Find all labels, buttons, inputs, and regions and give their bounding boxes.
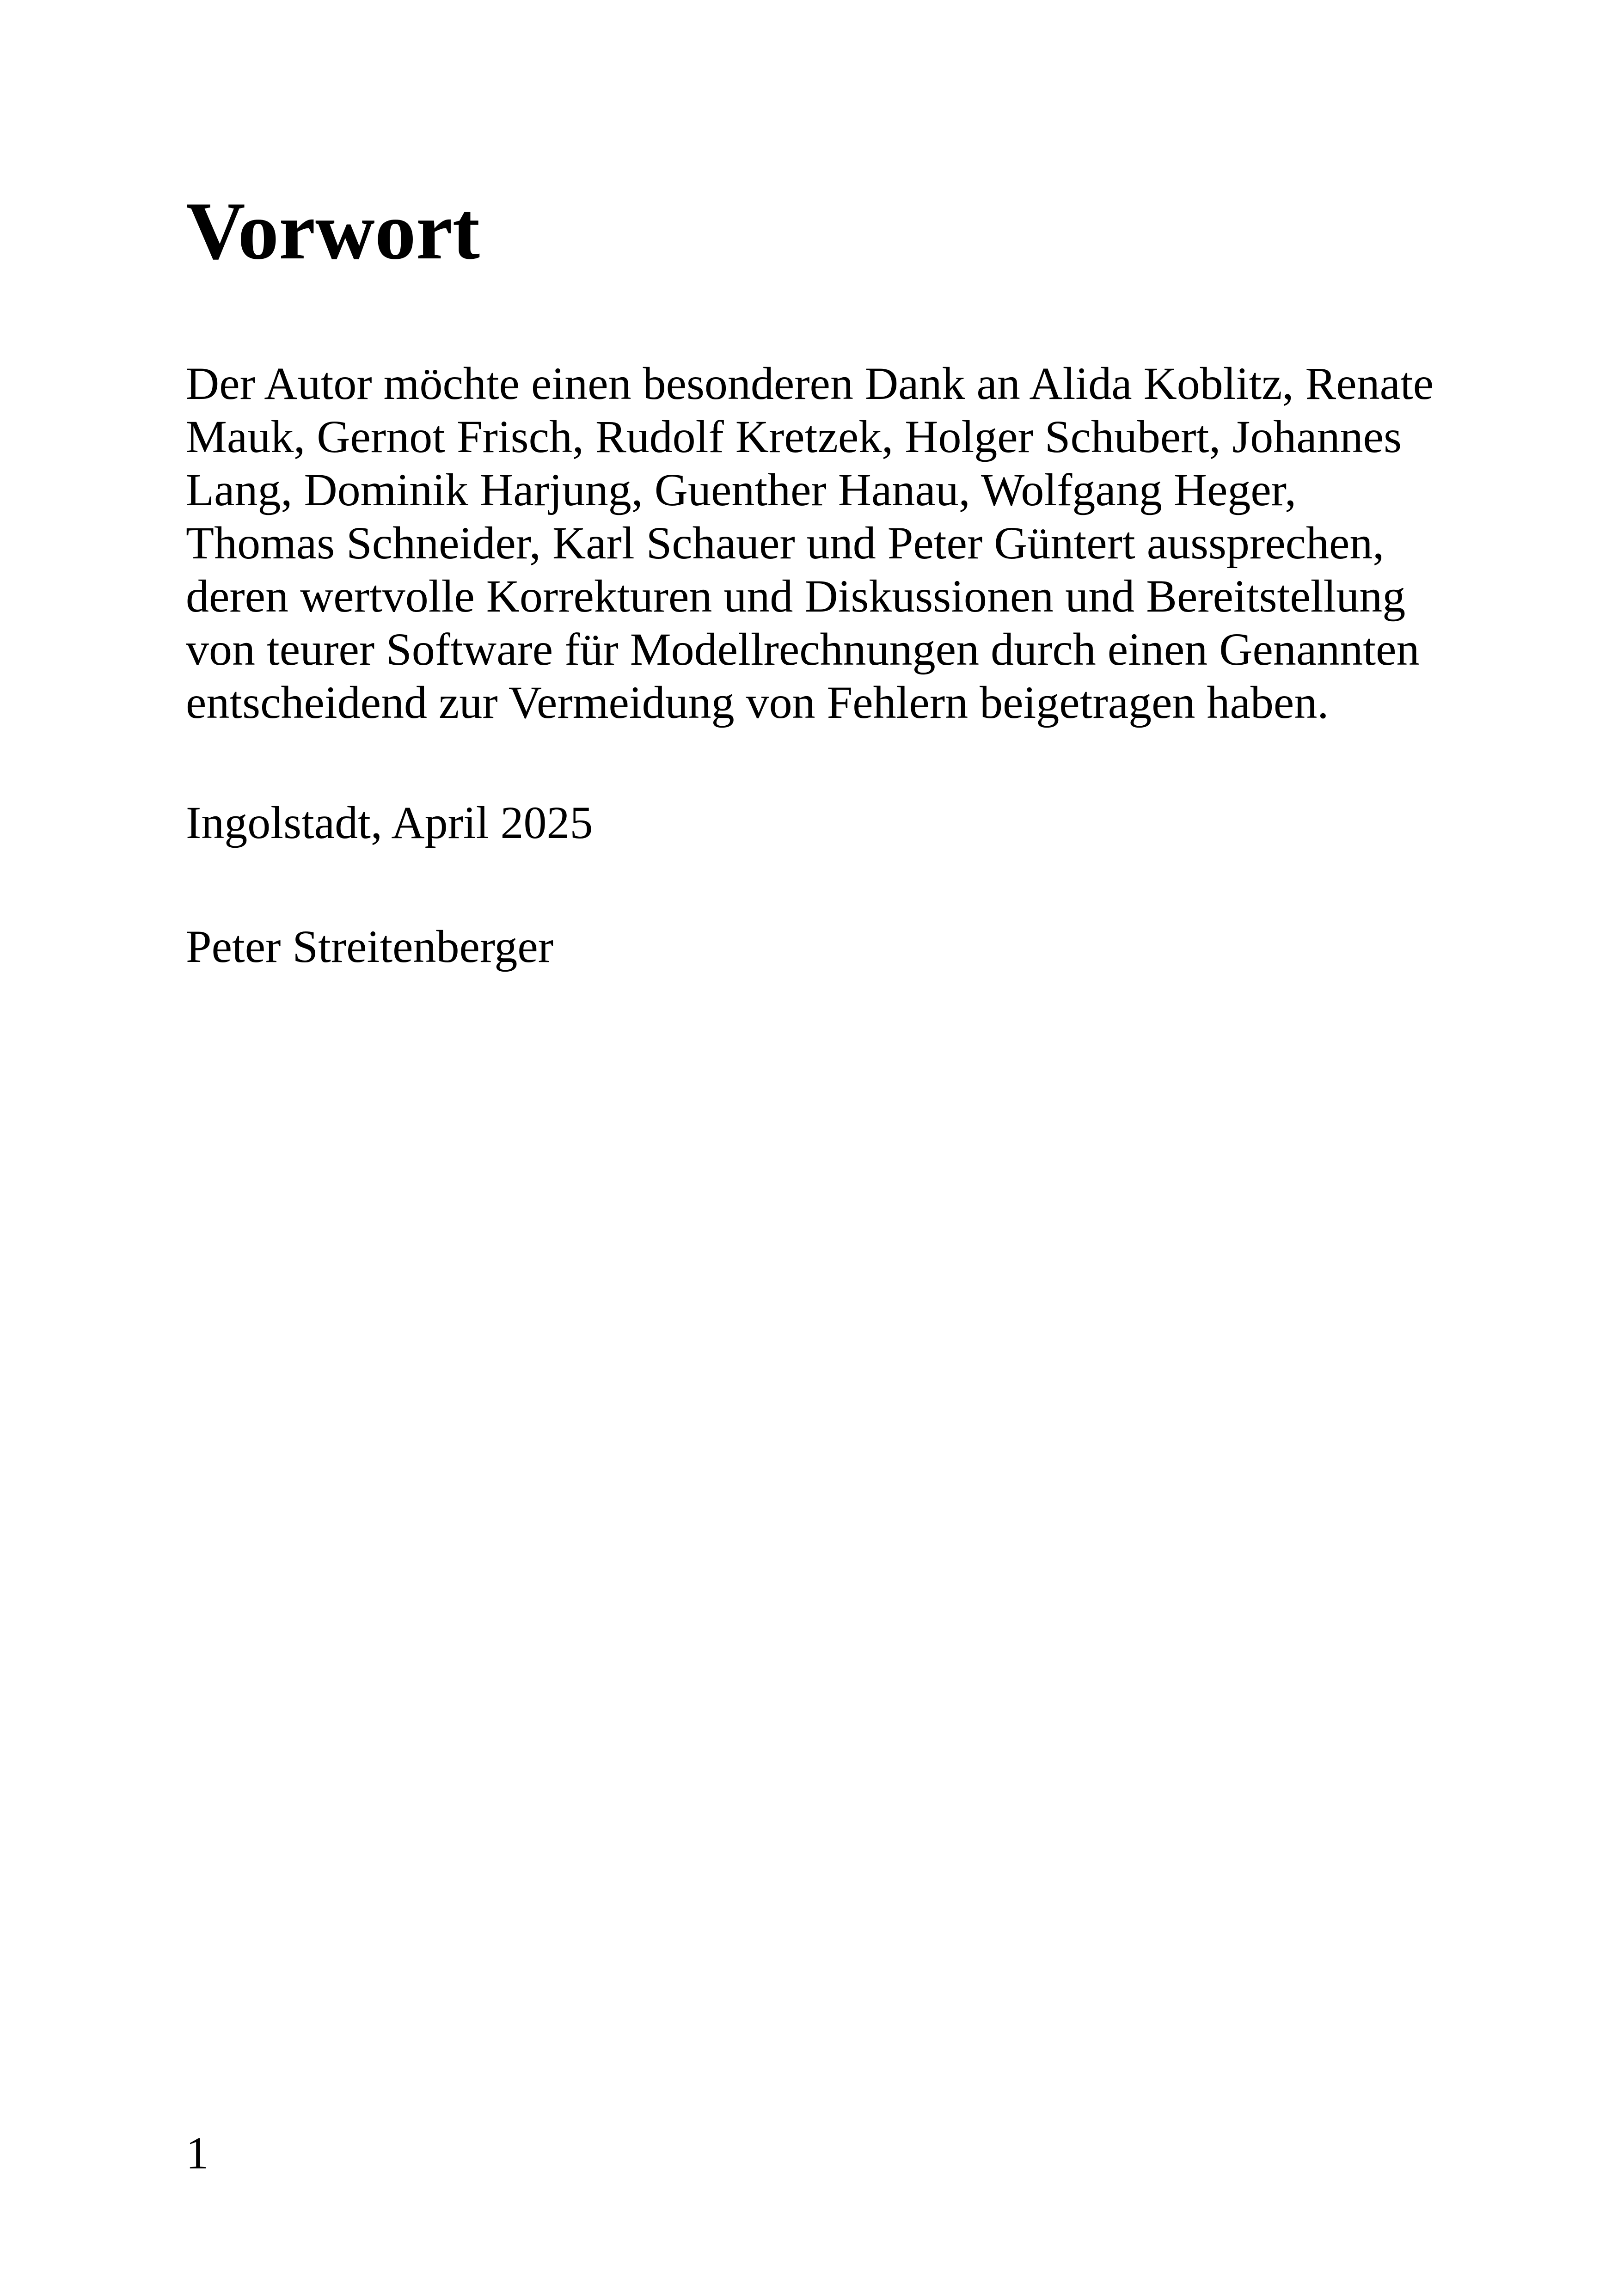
paragraph-line: entscheidend zur Vermeidung von Fehlern beigetragen haben. — [186, 677, 1329, 728]
paragraph-line: Mauk, Gernot Frisch, Rudolf Kretzek, Holger Schubert, Johannes — [186, 411, 1402, 462]
paragraph-line: deren wertvolle Korrekturen und Diskussionen und Bereitstellung — [186, 570, 1406, 622]
place-and-date: Ingolstadt, April 2025 — [186, 797, 593, 848]
author-name: Peter Streitenberger — [186, 921, 554, 972]
paragraph-line: Thomas Schneider, Karl Schauer und Peter Güntert aussprechen, — [186, 517, 1385, 569]
paragraph-line: von teurer Software für Modellrechnungen durch einen Genannten — [186, 624, 1420, 675]
paragraph-line: Der Autor möchte einen besonderen Dank an Alida Koblitz, Renate — [186, 358, 1434, 409]
paragraph-line: Lang, Dominik Harjung, Guenther Hanau, Wolfgang Heger, — [186, 464, 1297, 515]
page-number: 1 — [186, 2127, 209, 2179]
page-heading: Vorwort — [186, 185, 480, 276]
preface-paragraph — [186, 357, 1480, 729]
